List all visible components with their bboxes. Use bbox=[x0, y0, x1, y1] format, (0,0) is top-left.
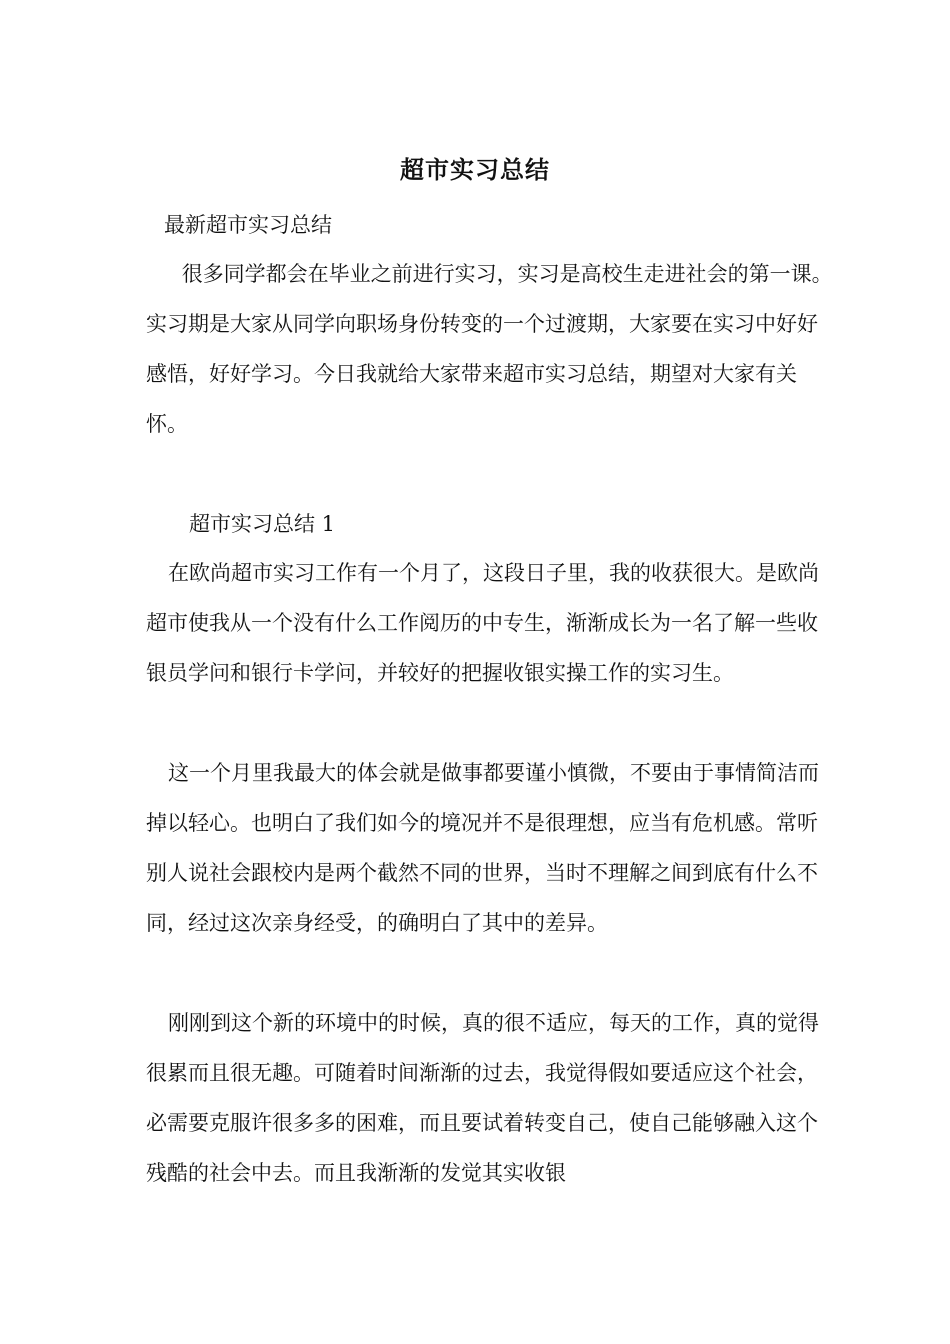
body-paragraph-3: 刚刚到这个新的环境中的时候，真的很不适应，每天的工作，真的觉得很累而且很无趣。可随着时间渐渐的过去，我觉得假如要适应这个社会，必需要克服许很多多的困难，而且要试着转变自己，使自己能够融入这个残酷的社会中去。而且我渐渐的发觉其实收银 bbox=[146, 1011, 820, 1185]
body-paragraph-2: 这一个月里我最大的体会就是做事都要谨小慎微，不要由于事情简洁而掉以轻心。也明白了我们如今的境况并不是很理想，应当有危机感。常听别人说社会跟校内是两个截然不同的世界，当时不理解之间到底有什么不同，经过这次亲身经受，的确明白了其中的差异。 bbox=[146, 761, 820, 935]
section-heading: 超市实习总结 1 bbox=[189, 512, 336, 536]
intro-paragraph: 很多同学都会在毕业之前进行实习，实习是高校生走进社会的第一课。实习期是大家从同学向职场身份转变的一个过渡期，大家要在实习中好好感悟，好好学习。今日我就给大家带来超市实习总结，期望对大家有关怀。 bbox=[146, 262, 833, 436]
document-title: 超市实习总结 bbox=[400, 155, 550, 184]
body-paragraph-1: 在欧尚超市实习工作有一个月了，这段日子里，我的收获很大。是欧尚超市使我从一个没有什么工作阅历的中专生，渐渐成长为一名了解一些收银员学问和银行卡学问，并较好的把握收银实操工作的实习生。 bbox=[146, 561, 820, 685]
document-subtitle: 最新超市实习总结 bbox=[164, 213, 332, 237]
